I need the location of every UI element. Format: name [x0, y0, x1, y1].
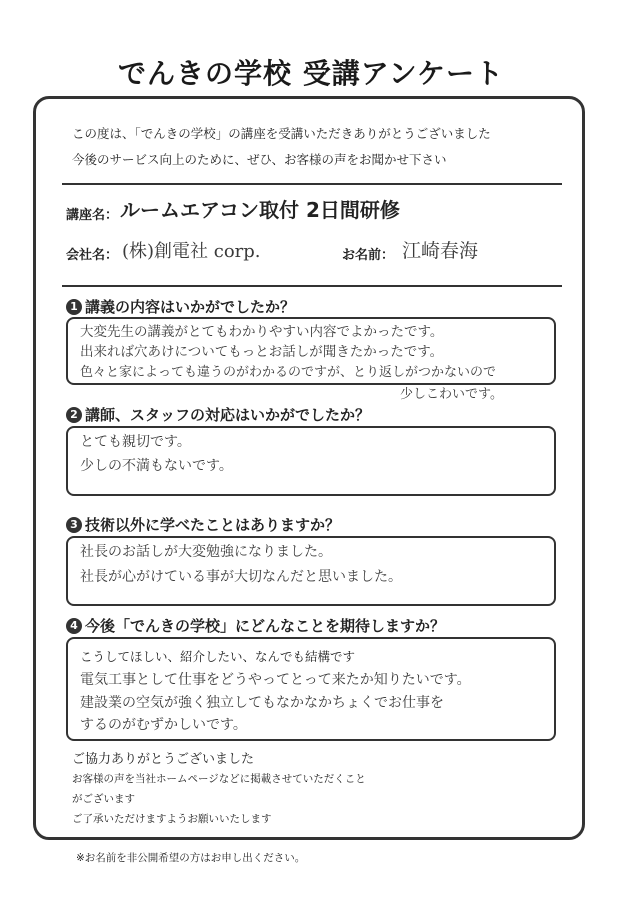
- answer-line: 少しこわいです。: [400, 387, 503, 402]
- name-label: お名前：: [342, 248, 395, 263]
- footnote: ※お名前を非公開希望の方はお申し出ください。: [76, 852, 306, 864]
- question-4-title: [66, 615, 445, 636]
- answer-line: とても親切です。: [80, 434, 191, 450]
- notice-line: お客様の声を当社ホームページなどに掲載させていただくこと: [72, 773, 366, 785]
- divider: [62, 183, 562, 185]
- intro-line: この度は、「でんきの学校」の講座を受講いただきありがとうございました: [72, 126, 491, 141]
- question-number-badge: 2: [66, 407, 82, 423]
- closing-thanks: ご協力ありがとうございました: [72, 752, 255, 767]
- answer-line: 少しの不満もないです。: [80, 458, 233, 474]
- question-number-badge: 1: [66, 299, 82, 315]
- answer-line: 色々と家によっても違うのがわかるのですが、とり返しがつかないので: [80, 365, 497, 380]
- notice-line: ご了承いただけますようお願いいたします: [72, 813, 272, 825]
- intro-text: [72, 121, 491, 173]
- question-text: 技術以外に学べたことはありますか？: [85, 516, 341, 534]
- question-number-badge: 3: [66, 517, 82, 533]
- company-label: 会社名：: [66, 248, 119, 263]
- survey-form: [33, 96, 585, 840]
- question-text: 講師、スタッフの対応はいかがでしたか？: [85, 406, 371, 424]
- answer-4-box[interactable]: [66, 637, 556, 741]
- answer-line: 社長のお話しが大変勉強になりました。: [80, 544, 332, 560]
- name-field[interactable]: 江崎春海: [402, 240, 479, 262]
- answer-line: 電気工事として仕事をどうやってとって来たか知りたいです。: [80, 672, 471, 688]
- divider: [62, 285, 562, 287]
- answer-line: 大変先生の講義がとてもわかりやすい内容でよかったです。: [80, 324, 444, 340]
- company-field[interactable]: (株)創電社 corp.: [122, 241, 261, 262]
- answer-line: 建設業の空気が強く独立してもなかなかちょくでお仕事を: [80, 695, 444, 711]
- answer-line: 出来れば穴あけについてもっとお話しが聞きたかったです。: [80, 344, 444, 360]
- question-number-badge: 4: [66, 618, 82, 634]
- answer-1-box[interactable]: [66, 317, 556, 385]
- page-title: でんきの学校 受講アンケート: [117, 57, 505, 90]
- question-3-title: [66, 514, 340, 535]
- intro-line: 今後のサービス向上のために、ぜひ、お客様の声をお聞かせ下さい: [72, 152, 447, 167]
- question-text: 今後「でんきの学校」にどんなことを期待しますか？: [85, 617, 446, 635]
- question-2-title: [66, 404, 370, 425]
- answer-3-box[interactable]: [66, 536, 556, 606]
- answer-line: するのがむずかしいです。: [80, 717, 247, 733]
- answer-2-box[interactable]: [66, 426, 556, 496]
- answer-hint: こうしてほしい、紹介したい、なんでも結構です: [80, 649, 356, 664]
- course-label: 講座名：: [66, 208, 119, 223]
- answer-line: 社長が心がけている事が大切なんだと思いました。: [80, 569, 402, 585]
- notice-line: がございます: [72, 793, 135, 805]
- question-1-title: [66, 296, 295, 317]
- course-name: ルームエアコン取付 2日間研修: [120, 198, 400, 222]
- question-text: 講義の内容はいかがでしたか？: [85, 298, 296, 316]
